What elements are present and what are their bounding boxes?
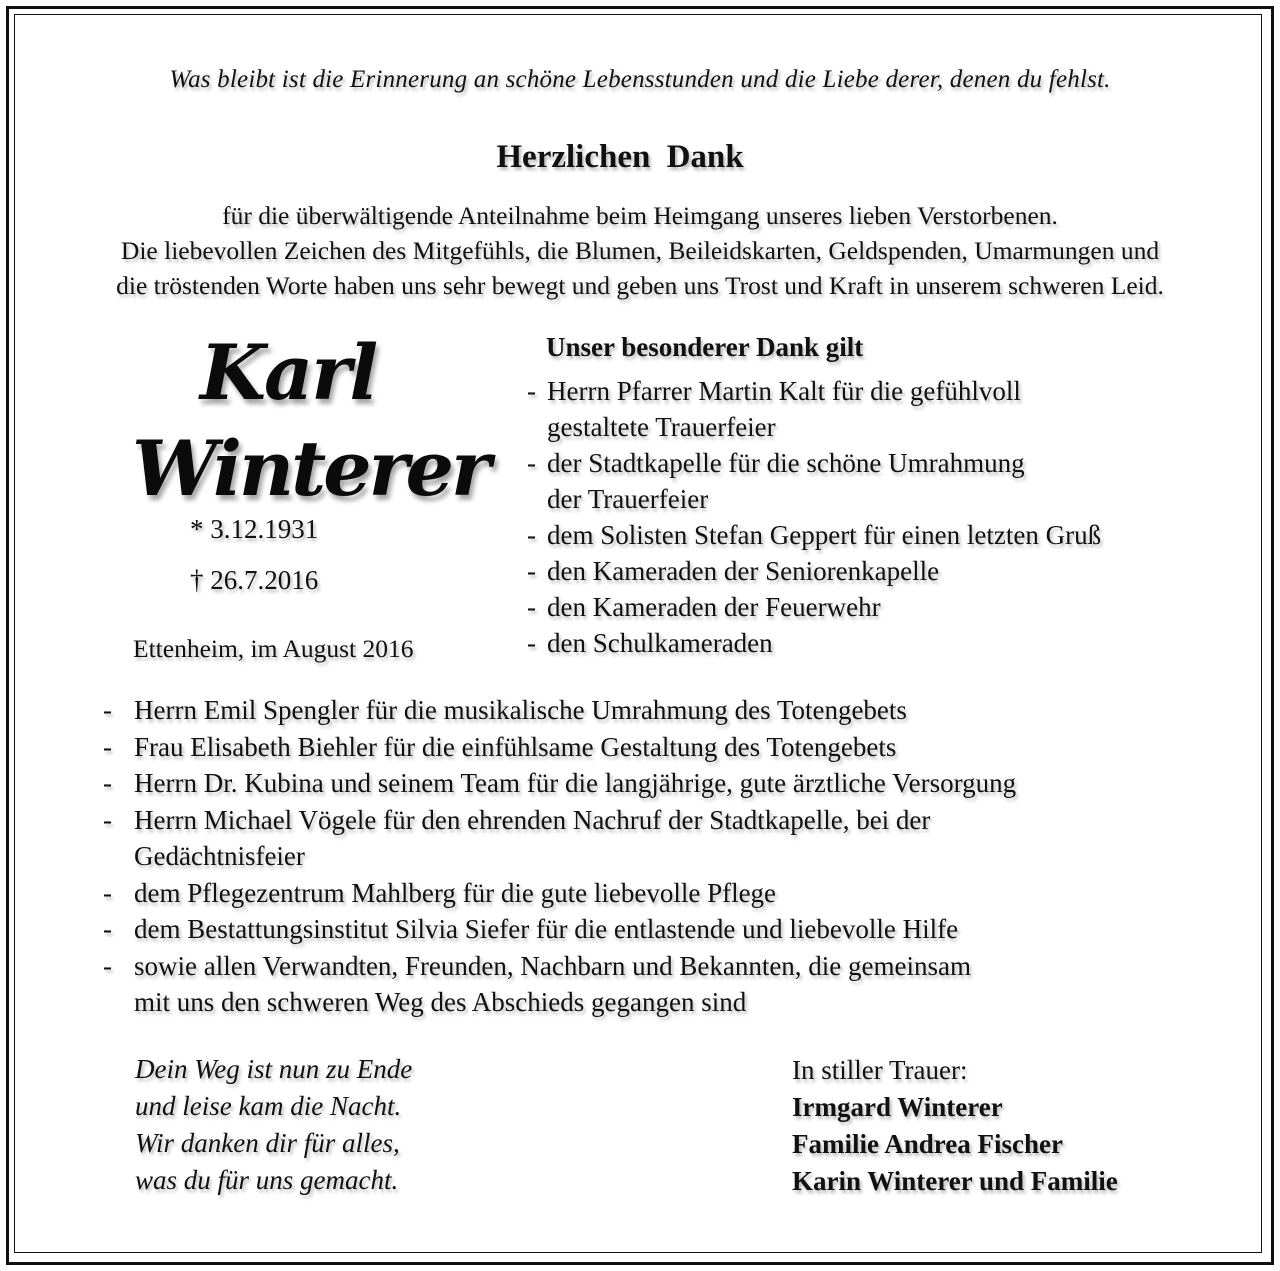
mourner-name: Karin Winterer und Familie	[792, 1166, 1118, 1196]
poem-line: was du für uns gemacht.	[135, 1165, 399, 1195]
mourner-name: Familie Andrea Fischer	[792, 1129, 1063, 1159]
poem-line: und leise kam die Nacht.	[135, 1091, 402, 1121]
list-dash: -	[527, 556, 536, 586]
list-dash: -	[103, 695, 112, 725]
list-item-text: der Stadtkapelle für die schöne Umrahmung	[547, 448, 1025, 478]
list-dash: -	[527, 448, 536, 478]
birth-date: * 3.12.1931	[190, 514, 319, 544]
page-title: Herzlichen Dank	[496, 139, 744, 175]
intro-line: für die überwältigende Anteilnahme beim Heimgang unseres lieben Verstorbenen.	[222, 201, 1058, 230]
list-dash: -	[103, 804, 112, 835]
list-item-text: den Kameraden der Feuerwehr	[547, 592, 881, 622]
mourner-name: Irmgard Winterer	[792, 1092, 1003, 1122]
place-date: Ettenheim, im August 2016	[133, 634, 414, 663]
poem	[135, 1051, 412, 1199]
list-item	[527, 445, 1101, 517]
poem-line: Dein Weg ist nun zu Ende	[135, 1054, 413, 1084]
list-dash: -	[103, 731, 112, 762]
list-item	[527, 553, 1101, 589]
intro-text	[22, 198, 1258, 303]
list-item-text: Herrn Dr. Kubina und seinem Team für die langjährige, gute ärztliche Versorgung	[134, 768, 1017, 798]
mourners-block	[792, 1052, 1118, 1200]
list-item	[103, 948, 1016, 1021]
list-item	[103, 875, 1016, 912]
list-item-text: mit uns den schweren Weg des Abschieds gegangen sind	[134, 987, 747, 1017]
list-item-text: Frau Elisabeth Biehler für die einfühlsame Gestaltung des Totengebets	[134, 731, 897, 762]
list-item-text: gestaltete Trauerfeier	[547, 412, 776, 442]
list-item	[103, 729, 1016, 766]
list-item-text: dem Bestattungsinstitut Silvia Siefer für die entlastende und liebevolle Hilfe	[134, 914, 959, 944]
death-date: † 26.7.2016	[190, 565, 319, 595]
intro-line: Die liebevollen Zeichen des Mitgefühls, die Blumen, Beileidskarten, Geldspenden, Umarmungen und	[120, 236, 1160, 265]
list-item-text: dem Solisten Stefan Geppert für einen letzten Gruß	[547, 520, 1102, 550]
list-item	[527, 589, 1101, 625]
mourning-label: In stiller Trauer:	[792, 1055, 968, 1085]
list-dash: -	[103, 768, 112, 798]
list-item	[103, 911, 1016, 948]
list-item-text: dem Pflegezentrum Mahlberg für die gute liebevolle Pflege	[134, 877, 777, 908]
list-dash: -	[103, 914, 112, 944]
list-item-text: der Trauerfeier	[547, 484, 709, 514]
list-item	[103, 692, 1016, 729]
list-item-text: den Schulkameraden	[547, 628, 773, 658]
deceased-first-name: Karl	[200, 328, 377, 417]
motto: Was bleibt ist die Erinnerung an schöne Lebensstunden und die Liebe derer, denen du fehlst.	[169, 66, 1111, 93]
list-item-text: Gedächtnisfeier	[134, 841, 305, 871]
list-dash: -	[527, 520, 536, 550]
list-dash: -	[527, 628, 536, 658]
list-item-text: Herrn Emil Spengler für die musikalische Umrahmung des Totengebets	[134, 695, 907, 725]
list-item	[527, 373, 1101, 445]
list-item	[527, 625, 1101, 661]
list-dash: -	[527, 592, 536, 622]
deceased-last-name: Winterer	[132, 424, 489, 513]
poem-line: Wir danken dir für alles,	[135, 1128, 400, 1158]
intro-line: die tröstenden Worte haben uns sehr bewegt und geben uns Trost und Kraft in unserem schweren Leid.	[116, 271, 1164, 300]
list-item-text: Herrn Michael Vögele für den ehrenden Nachruf der Stadtkapelle, bei der	[134, 804, 931, 835]
list-item	[103, 802, 1016, 875]
list-item-text: Herrn Pfarrer Martin Kalt für die gefühlvoll	[547, 376, 1021, 406]
list-dash: -	[527, 376, 536, 406]
list-item	[527, 517, 1101, 553]
list-item	[103, 765, 1016, 802]
special-thanks-list	[527, 373, 1101, 661]
list-dash: -	[103, 950, 112, 981]
list-dash: -	[103, 877, 112, 908]
list-item-text: sowie allen Verwandten, Freunden, Nachbarn und Bekannten, die gemeinsam	[134, 950, 971, 981]
further-thanks-list	[103, 692, 1016, 1021]
list-item-text: den Kameraden der Seniorenkapelle	[547, 556, 940, 586]
special-thanks-title: Unser besonderer Dank gilt	[546, 332, 864, 362]
